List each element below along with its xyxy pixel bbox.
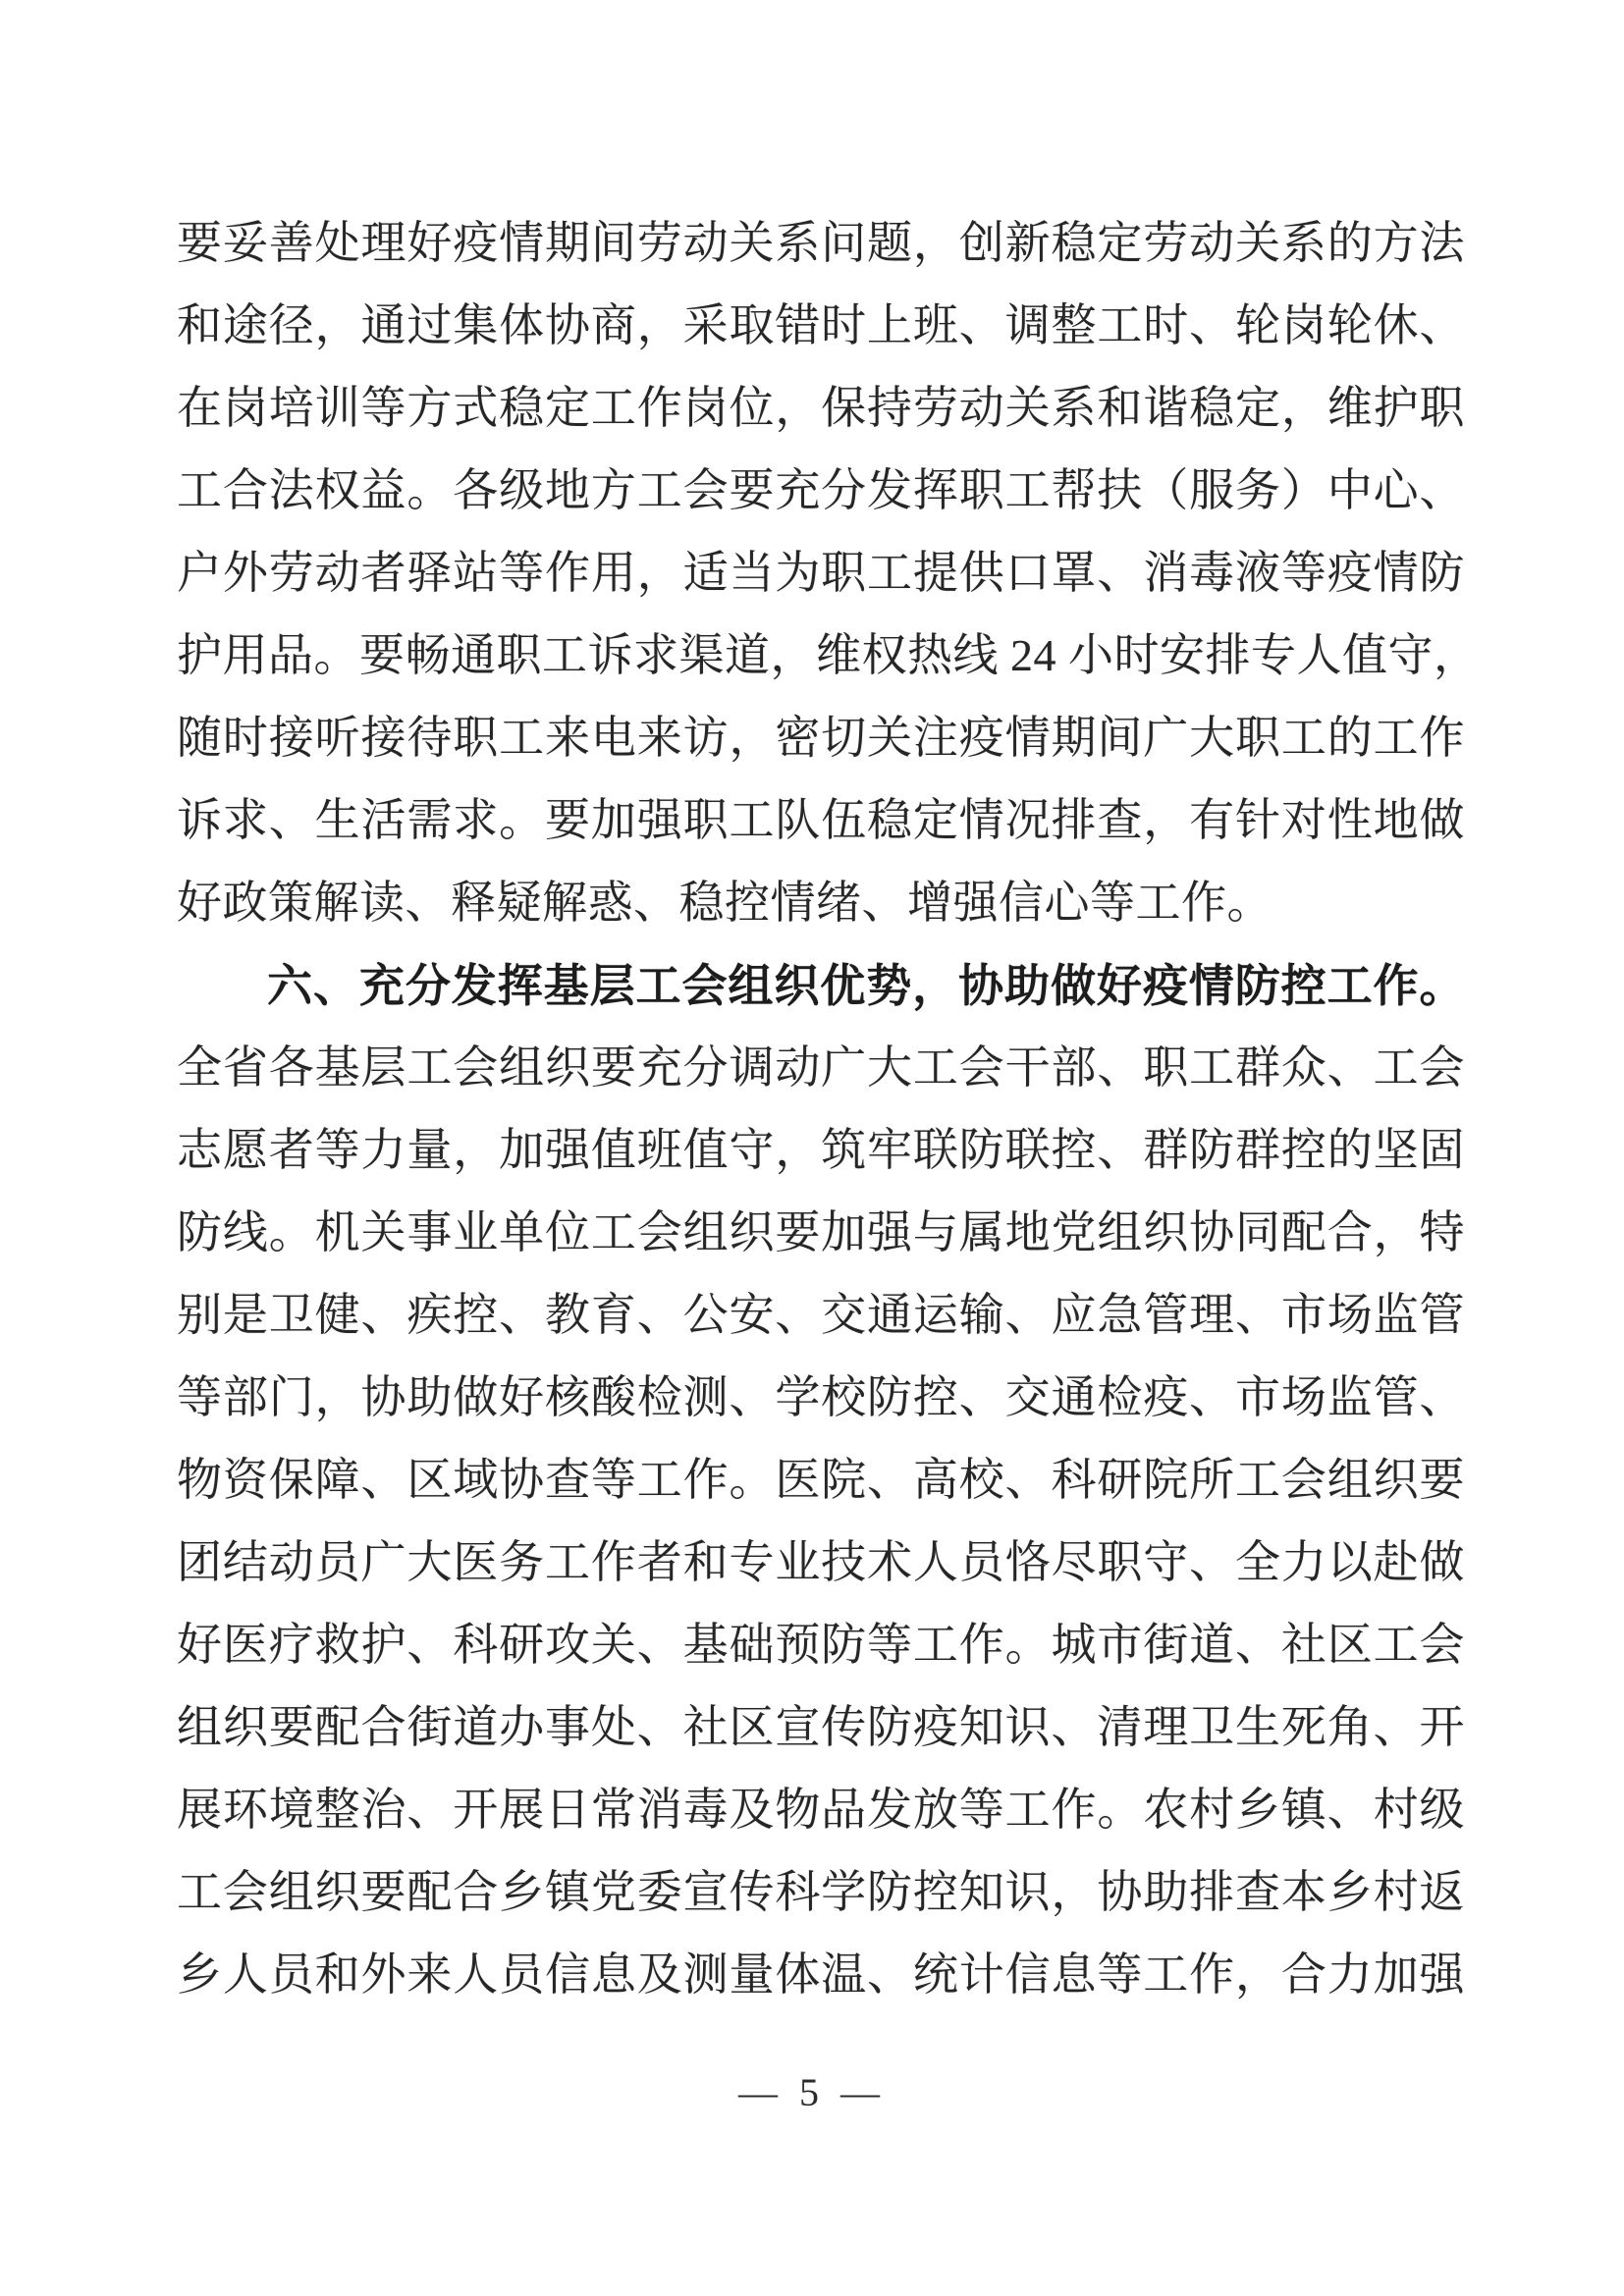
text-line: 物资保障、区域协查等工作。医院、高校、科研院所工会组织要 (177, 1455, 1465, 1505)
page-number: — 5 — (738, 2070, 886, 2114)
text-line: 好政策解读、释疑解惑、稳控情绪、增强信心等工作。 (177, 878, 1272, 928)
text-line: 等部门，协助做好核酸检测、学校防控、交通检疫、市场监管、 (177, 1372, 1465, 1422)
text-line: 工合法权益。各级地方工会要充分发挥职工帮扶（服务）中心、 (177, 465, 1465, 515)
text-line: 在岗培训等方式稳定工作岗位，保持劳动关系和谐稳定，维护职 (177, 383, 1465, 433)
text-line: 展环境整治、开展日常消毒及物品发放等工作。农村乡镇、村级 (177, 1785, 1465, 1835)
text-line: 护用品。要畅通职工诉求渠道，维权热线 24 小时安排专人值守， (177, 630, 1480, 680)
text-line: 工会组织要配合乡镇党委宣传科学防控知识，协助排查本乡村返 (177, 1867, 1465, 1917)
text-line: 组织要配合街道办事处、社区宣传防疫知识、清理卫生死角、开 (177, 1702, 1465, 1752)
text-line: 户外劳动者驿站等作用，适当为职工提供口罩、消毒液等疫情防 (177, 548, 1465, 598)
text-line: 团结动员广大医务工作者和专业技术人员恪尽职守、全力以赴做 (177, 1537, 1465, 1587)
text-line: 志愿者等力量，加强值班值守，筑牢联防联控、群防群控的坚固 (177, 1125, 1465, 1175)
text-line: 别是卫健、疾控、教育、公安、交通运输、应急管理、市场监管 (177, 1290, 1465, 1340)
body-text (177, 202, 1480, 2016)
section-heading: 六、充分发挥基层工会组织优势，协助做好疫情防控工作。 (267, 960, 1465, 1011)
page-footer (0, 2069, 1624, 2116)
text-line: 好医疗救护、科研攻关、基础预防等工作。城市街道、社区工会 (177, 1620, 1465, 1670)
text-line: 和途径，通过集体协商，采取错时上班、调整工时、轮岗轮休、 (177, 300, 1465, 350)
text-line: 要妥善处理好疫情期间劳动关系问题，创新稳定劳动关系的方法 (177, 218, 1465, 268)
text-line: 防线。机关事业单位工会组织要加强与属地党组织协同配合，特 (177, 1207, 1465, 1257)
text-line: 全省各基层工会组织要充分调动广大工会干部、职工群众、工会 (177, 1042, 1465, 1093)
text-line: 诉求、生活需求。要加强职工队伍稳定情况排查，有针对性地做 (177, 795, 1465, 845)
text-line: 乡人员和外来人员信息及测量体温、统计信息等工作，合力加强 (177, 1949, 1465, 2000)
text-line: 随时接听接待职工来电来访，密切关注疫情期间广大职工的工作 (177, 713, 1465, 763)
